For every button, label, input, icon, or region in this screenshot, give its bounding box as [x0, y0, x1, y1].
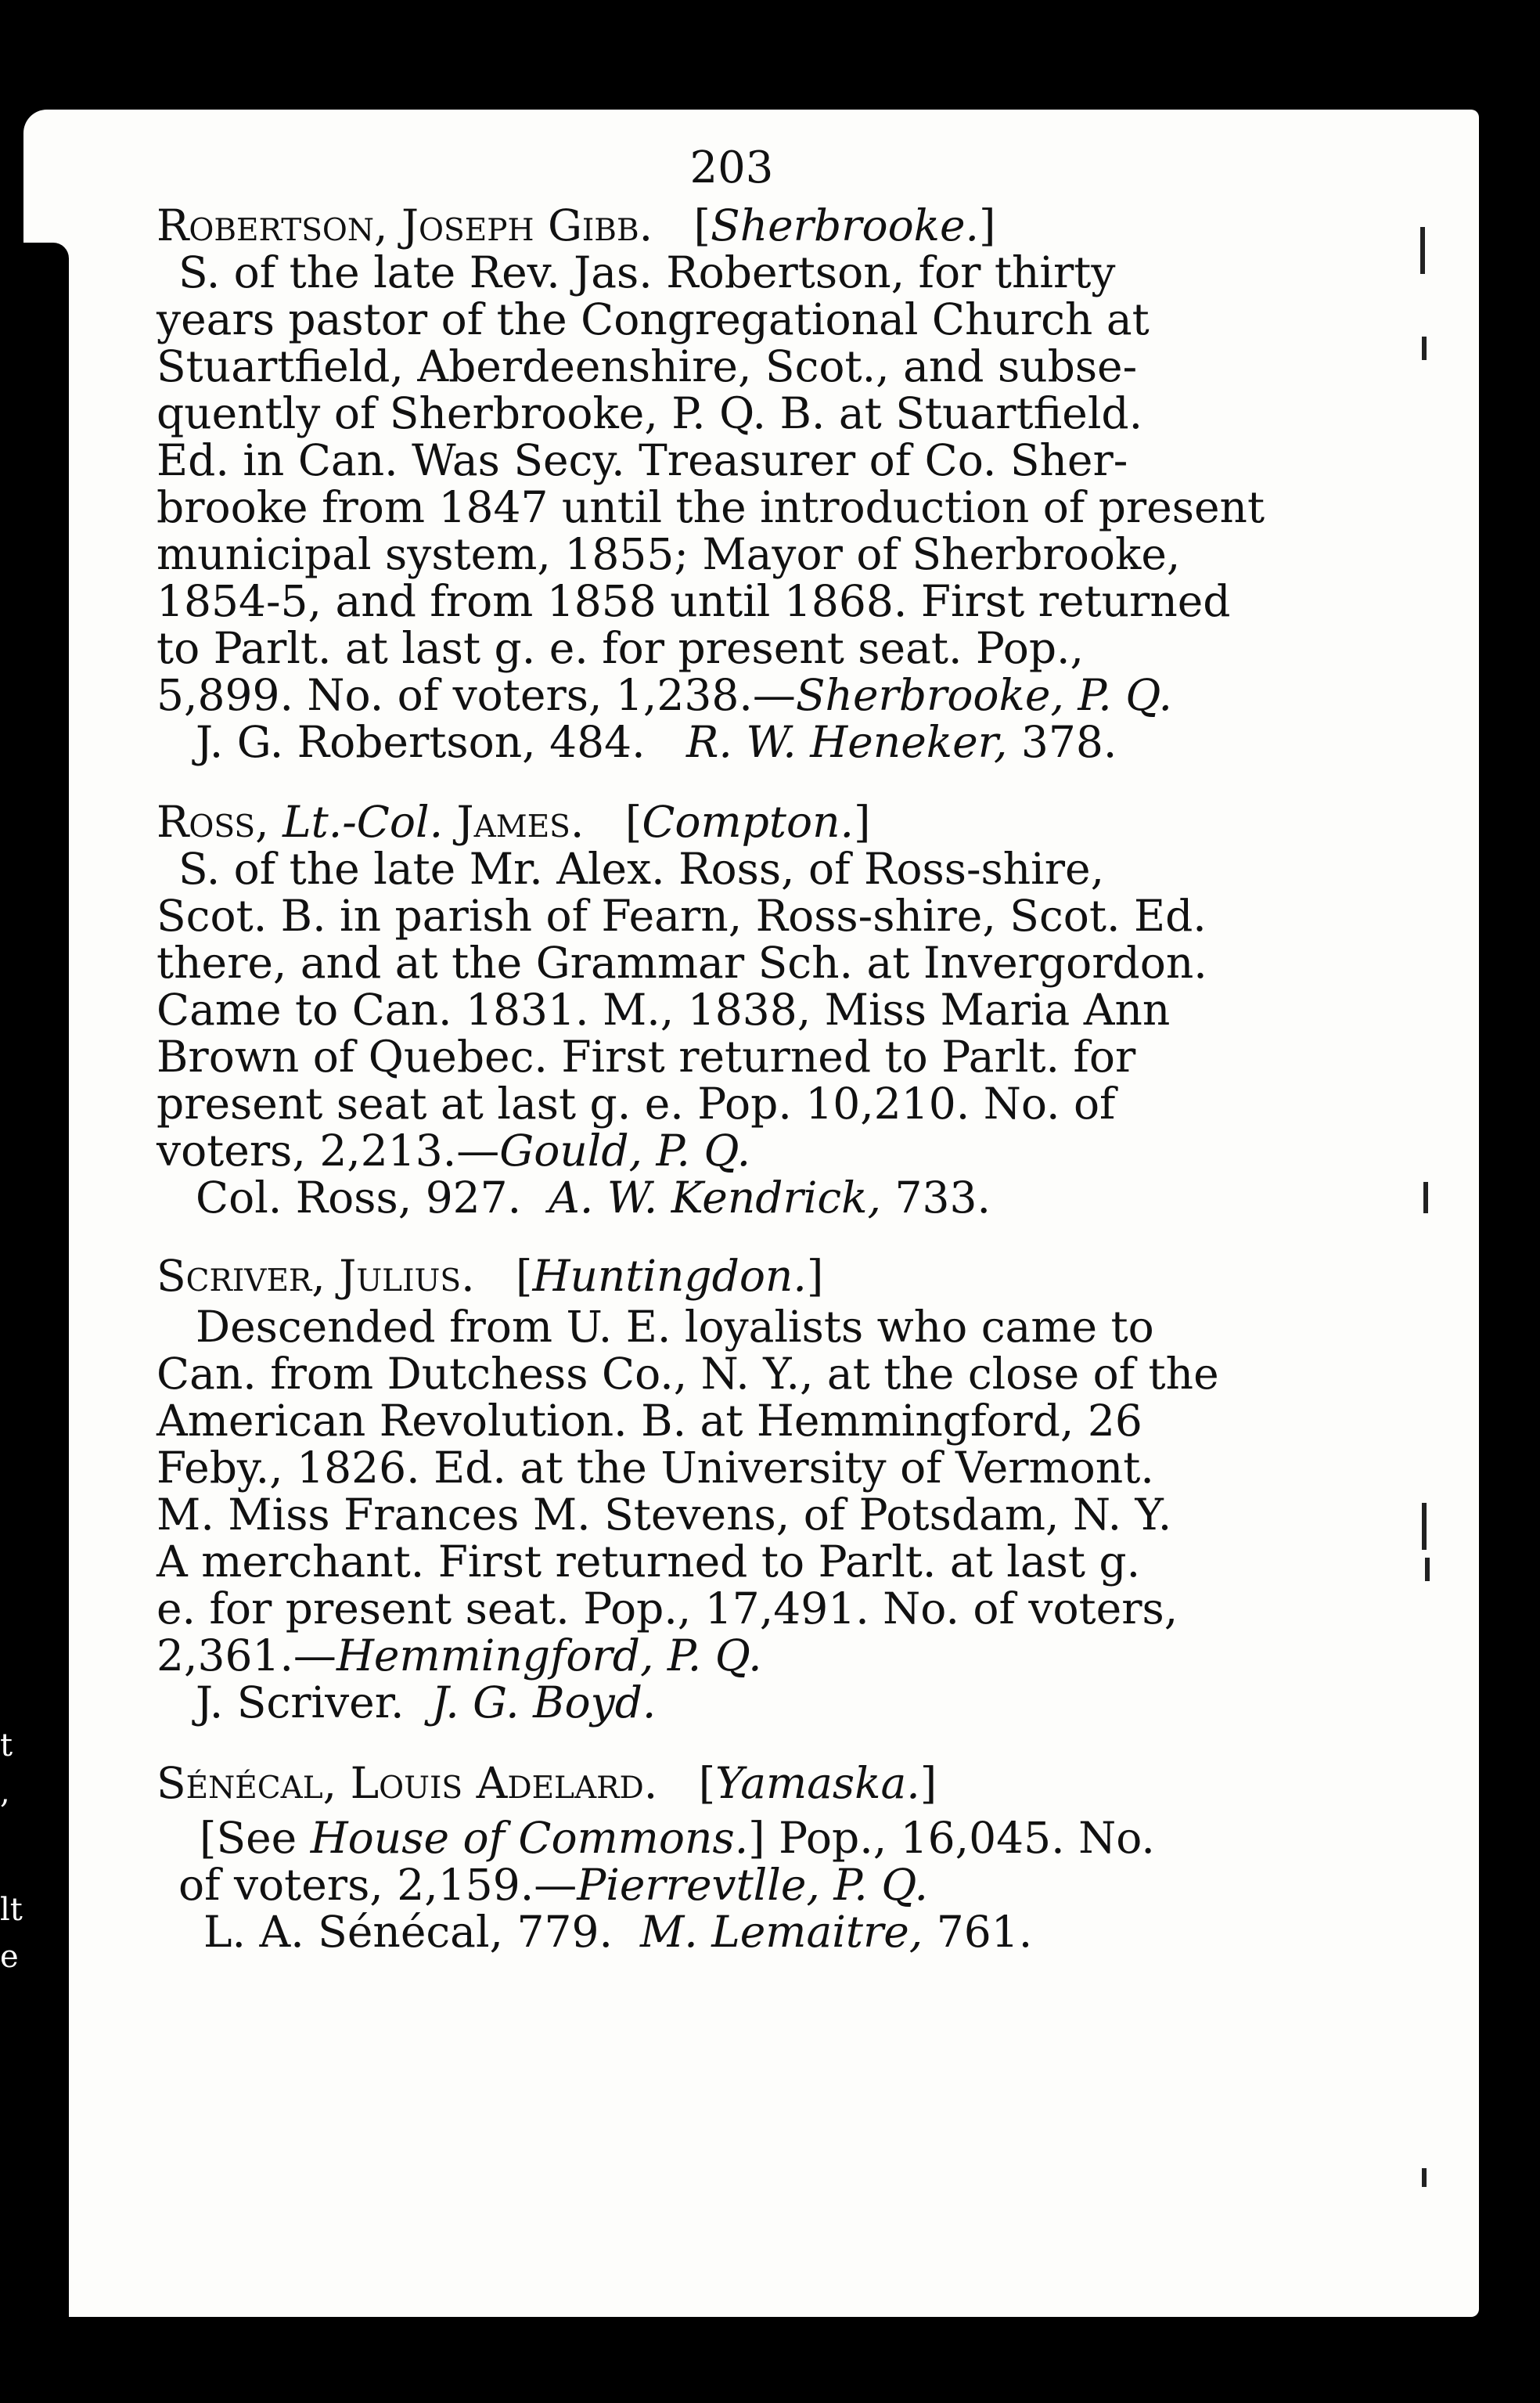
- book-spine-shadow: [23, 243, 69, 2403]
- entry-place: Hemmingford, P. Q.: [336, 1630, 762, 1681]
- entry-line: 2,361.—Hemmingford, P. Q.: [157, 1630, 762, 1681]
- page-number: 203: [689, 142, 774, 193]
- entry-line: A merchant. First returned to Parlt. at last g.: [157, 1537, 1141, 1587]
- vote-results: Col. Ross, 927. A. W. Kendrick, 733.: [196, 1173, 991, 1223]
- entry-line: present seat at last g. e. Pop. 10,210. No. of: [157, 1079, 1116, 1129]
- entry-line: there, and at the Grammar Sch. at Invergordon.: [157, 938, 1207, 988]
- entry-line: [See House of Commons.] Pop., 16,045. No.: [200, 1813, 1155, 1863]
- entry-line: 1854-5, and from 1858 until 1868. First returned: [157, 576, 1231, 626]
- vote-results: L. A. Sénécal, 779. M. Lemaitre, 761.: [203, 1907, 1033, 1957]
- entry-place: Pierrevtlle, P. Q.: [577, 1860, 929, 1910]
- entry-line: voters, 2,213.—Gould, P. Q.: [157, 1126, 751, 1176]
- vote-results: J. Scriver. J. G. Boyd.: [196, 1677, 657, 1727]
- right-margin-bleed-marks: [1405, 211, 1452, 2403]
- vote-results: J. G. Robertson, 484. R. W. Heneker, 378.: [196, 717, 1117, 767]
- entry-line: quently of Sherbrooke, P. Q. B. at Stuartfield.: [157, 388, 1143, 438]
- entry-line: S. of the late Rev. Jas. Robertson, for thirty: [178, 247, 1116, 297]
- entry-line: e. for present seat. Pop., 17,491. No. of voters,: [157, 1583, 1178, 1634]
- entry-line: Descended from U. E. loyalists who came to: [196, 1302, 1154, 1352]
- entry-line: brooke from 1847 until the introduction of present: [157, 482, 1265, 532]
- entry-line: of voters, 2,159.—Pierrevtlle, P. Q.: [178, 1860, 929, 1910]
- entry-line: 5,899. No. of voters, 1,238.—Sherbrooke, P. Q.: [157, 670, 1173, 720]
- entry-heading: Scriver, Julius. [Huntingdon.]: [157, 1251, 824, 1301]
- entry-place: Sherbrooke, P. Q.: [795, 670, 1173, 720]
- see-reference: House of Commons.: [310, 1813, 749, 1863]
- entry-line: M. Miss Frances M. Stevens, of Potsdam, N. Y.: [157, 1490, 1172, 1540]
- entry-line: Came to Can. 1831. M., 1838, Miss Maria Ann: [157, 985, 1171, 1035]
- entry-line: S. of the late Mr. Alex. Ross, of Ross-shire,: [178, 844, 1105, 894]
- entry-line: years pastor of the Congregational Church at: [157, 294, 1150, 344]
- entry-line: Feby., 1826. Ed. at the University of Vermont.: [157, 1443, 1154, 1493]
- entry-heading: Sénécal, Louis Adelard. [Yamaska.]: [157, 1758, 937, 1808]
- entry-line: Can. from Dutchess Co., N. Y., at the close of the: [157, 1349, 1219, 1399]
- entry-heading: Ross, Lt.-Col. James. [Compton.]: [157, 797, 871, 847]
- entry-line: municipal system, 1855; Mayor of Sherbrooke,: [157, 529, 1181, 579]
- entry-line: to Parlt. at last g. e. for present seat. Pop.,: [157, 623, 1084, 673]
- entry-line: American Revolution. B. at Hemmingford, 26: [157, 1396, 1142, 1446]
- entry-line: Stuartfield, Aberdeenshire, Scot., and subse-: [157, 341, 1138, 391]
- left-margin-bleed-text: t , lt e: [0, 1727, 23, 1975]
- entry-line: Scot. B. in parish of Fearn, Ross-shire, Scot. Ed.: [157, 891, 1207, 941]
- entry-heading: Robertson, Joseph Gibb. [Sherbrooke.]: [157, 200, 996, 250]
- entry-place: Gould, P. Q.: [499, 1126, 751, 1176]
- entry-line: Ed. in Can. Was Secy. Treasurer of Co. Sher-: [157, 435, 1128, 485]
- book-page: [23, 110, 1479, 2317]
- entry-line: Brown of Quebec. First returned to Parlt. for: [157, 1032, 1136, 1082]
